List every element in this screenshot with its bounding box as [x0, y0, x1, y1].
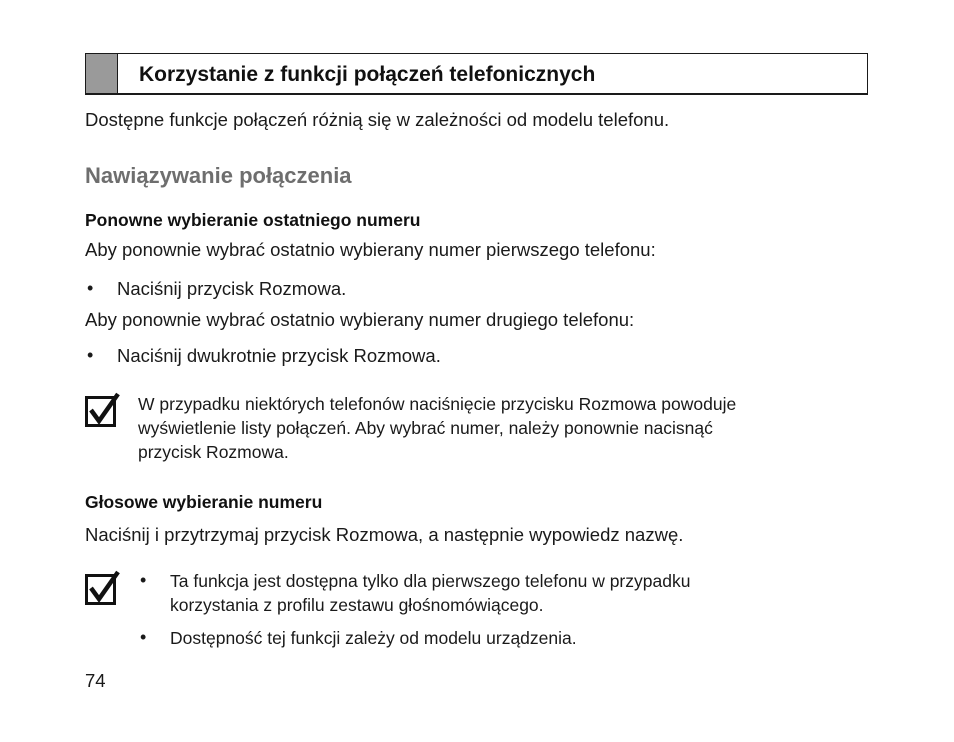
checkbox-check-icon: [85, 392, 121, 428]
chapter-title: Korzystanie z funkcji połączeń telefonicznych: [139, 63, 596, 86]
page-number: 74: [85, 670, 106, 691]
title-grey-tab: [86, 54, 118, 93]
note-bullet-line: korzystania z profilu zestawu głośnomówiącego.: [170, 595, 544, 615]
redial-second-intro: Aby ponownie wybrać ostatnio wybierany numer drugiego telefonu:: [85, 309, 635, 330]
section-heading: Nawiązywanie połączenia: [85, 163, 352, 188]
note-bullet-line: Dostępność tej funkcji zależy od modelu urządzenia.: [170, 628, 577, 648]
checkbox-check-icon: [85, 570, 121, 606]
note-line: wyświetlenie listy połączeń. Aby wybrać numer, należy ponownie nacisnąć: [138, 418, 713, 438]
bullet-marker: •: [87, 278, 94, 298]
note-line: przycisk Rozmowa.: [138, 442, 289, 462]
bullet-marker: •: [140, 627, 147, 647]
chapter-title-box: [85, 53, 868, 95]
bullet-marker: •: [140, 570, 147, 590]
redial-second-bullet: Naciśnij dwukrotnie przycisk Rozmowa.: [117, 345, 441, 366]
bullet-marker: •: [87, 345, 94, 365]
intro-text: Dostępne funkcje połączeń różnią się w zależności od modelu telefonu.: [85, 109, 670, 130]
note-bullet-line: Ta funkcja jest dostępna tylko dla pierwszego telefonu w przypadku: [170, 571, 691, 591]
redial-heading: Ponowne wybieranie ostatniego numeru: [85, 210, 421, 230]
note-line: W przypadku niektórych telefonów naciśnięcie przycisku Rozmowa powoduje: [138, 394, 737, 414]
redial-first-bullet: Naciśnij przycisk Rozmowa.: [117, 278, 347, 299]
voice-heading: Głosowe wybieranie numeru: [85, 492, 323, 512]
voice-text: Naciśnij i przytrzymaj przycisk Rozmowa, a następnie wypowiedz nazwę.: [85, 524, 684, 545]
redial-first-intro: Aby ponownie wybrać ostatnio wybierany numer pierwszego telefonu:: [85, 239, 656, 260]
